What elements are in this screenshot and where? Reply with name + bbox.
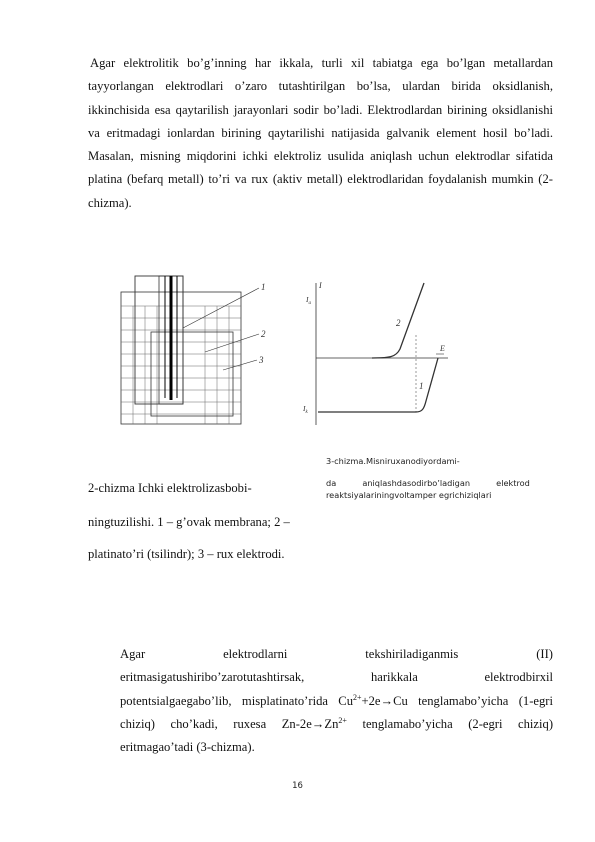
figure3-caption <box>326 455 556 501</box>
anodic-current-label: $I_a$ <box>306 295 311 306</box>
figure2-caption-line2: ningtuzilishi. 1 – g’ovak membrana; 2 – <box>88 515 290 529</box>
figure3-caption-line2: da aniqlashdasodirbo’ladigan elektrod <box>326 478 530 488</box>
apparatus-label-1: 1 <box>261 282 266 292</box>
figure2-caption-line1: 2-chizma Ichki elektrolizasbobi- <box>88 481 252 495</box>
curve-label-2: 2 <box>396 318 401 328</box>
axis-y-label: I <box>319 281 322 290</box>
axis-x-label: E <box>440 344 445 353</box>
results-paragraph-line1: Agar elektrodlarni tekshiriladiganmis (II) <box>120 647 553 661</box>
apparatus-label-3: 3 <box>259 355 264 365</box>
cathodic-current-label: $I_k$ <box>303 404 308 415</box>
results-paragraph: Agar elektrodlarni tekshiriladiganmis (II) eritmasigatushiribo’zarotutashtirsak, harikkala elektrodbirxil potentsialgaegabo’lib, misplatinato’rida $Cu^{2+}+2e\to Cu$ tenglamabo’yicha (1-egri chiziq) cho’kadi, ruxesa $Zn-2e\to Zn^{2+}$ tenglamabo’yicha (2-egri chiziq) eritmagao’tadi (3-chizma). <box>120 643 553 759</box>
results-paragraph-line2: eritmasigatushiribo’zarotutashtirsak, harikkala elektrodbirxil <box>120 670 553 685</box>
intro-paragraph-text: Agar elektrolitik bo’g’inning har ikkala, turli xil tabiatga ega bo’lgan metallardan tayyorlangan elektrodlari o’zaro tutashtirilgan bo’lsa, ulardan birida oksidlanish, ikkinchisida esa qaytarilish jarayonlari sodir bo’ladi. Elektrodlardan birining oksidlanishi va eritmadagi ionlardan birining qaytarilishi natijasida galvanik element hosil bo’ladi. Masalan, misning miqdorini ichki elektroliz usulida aniqlash uchun elektrodlar sifatida platina (befarq metall) to’ri va rux (aktiv metall) elektrodlaridan foydalanish mumkin (2-chizma). <box>88 56 553 210</box>
figure3-caption-line1: 3-chizma.Misniruxanodiyordami- <box>326 456 460 466</box>
page-number: 16 <box>292 781 303 791</box>
voltammetry-curves-figure <box>298 275 458 435</box>
electrolysis-apparatus-figure <box>115 270 275 430</box>
curve-label-1: 1 <box>419 381 424 391</box>
figure3-caption-line3: reaktsiyalariningvoltamper egrichiziqlari <box>326 490 492 500</box>
figure2-caption-line3: platinato’ri (tsilindr); 3 – rux elektrodi. <box>88 547 285 561</box>
apparatus-label-2: 2 <box>261 329 266 339</box>
intro-paragraph <box>88 52 553 215</box>
